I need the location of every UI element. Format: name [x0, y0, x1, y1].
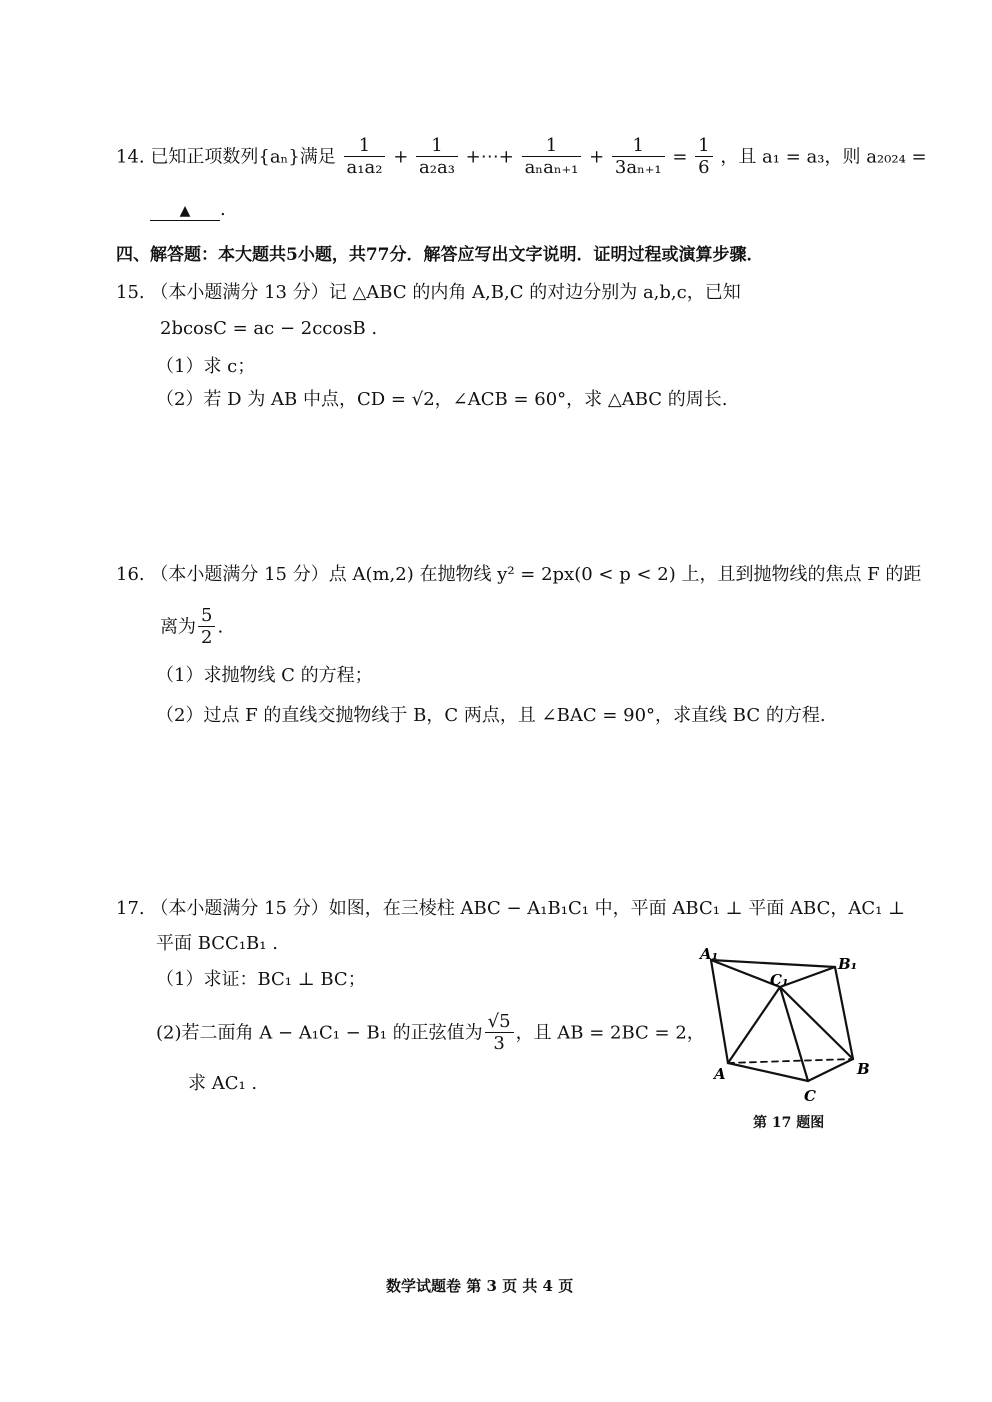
q14-period: . — [220, 199, 226, 220]
q15-part1: （1）求 c； — [156, 356, 256, 377]
page-footer: 数学试题卷 第 3 页 共 4 页 — [386, 1277, 574, 1295]
q14-term-4-den: 3aₙ₊₁ — [614, 157, 662, 178]
label-c1: C₁ — [770, 971, 789, 989]
q17-part2 — [156, 1012, 705, 1055]
q14-term-4 — [612, 136, 665, 179]
label-a1: A₁ — [700, 945, 719, 963]
q14-answer-line — [150, 198, 226, 222]
q14-term-3-num: 1 — [522, 136, 582, 157]
q16-line2-tail: . — [217, 616, 224, 638]
q16-line2-lead: 离为 — [160, 616, 196, 638]
figure-caption: 第 17 题图 — [753, 1115, 825, 1131]
q17-number: 17. — [116, 898, 145, 919]
q14-plus-1: + — [393, 146, 409, 168]
q14-rhs-den: 6 — [698, 157, 710, 178]
q17-part3: 求 AC₁ . — [188, 1073, 258, 1094]
label-a: A — [714, 1065, 726, 1083]
q14-term-4-num: 1 — [612, 136, 665, 157]
q14-tail: ，且 a₁ = a₃，则 a₂₀₂₄ = — [720, 146, 927, 168]
section4-heading: 四、解答题：本大题共5小题，共77分．解答应写出文字说明．证明过程或演算步骤． — [116, 245, 764, 265]
q14-lead: 已知正项数列{aₙ}满足 — [150, 146, 336, 168]
q16-frac-den: 2 — [201, 627, 213, 648]
q16-part1: （1）求抛物线 C 的方程； — [156, 665, 373, 686]
q14-plus-2: + — [589, 146, 605, 168]
q17-line1 — [116, 897, 905, 921]
q14-equals: = — [672, 146, 688, 168]
q14-term-1 — [344, 136, 386, 179]
edge-c-b — [808, 1059, 853, 1081]
q14-term-3-den: aₙaₙ₊₁ — [524, 157, 579, 178]
q17-frac-num: √5 — [485, 1012, 514, 1033]
q17-stem: （本小题满分 15 分）如图，在三棱柱 ABC − A₁B₁C₁ 中，平面 ABC₁ ⊥ 平面 ABC，AC₁ ⊥ — [150, 898, 906, 919]
label-c: C — [804, 1087, 816, 1105]
q15-line1 — [116, 281, 741, 305]
q16-part2: （2）过点 F 的直线交抛物线于 B，C 两点，且 ∠BAC = 90°，求直线 BC 的方程. — [156, 705, 826, 726]
q16-distance-frac — [198, 606, 215, 649]
q17-line2: 平面 BCC₁B₁ . — [156, 933, 278, 954]
edge-c1-a — [728, 987, 780, 1063]
edge-a1-a — [711, 960, 728, 1063]
q15-line2: 2bcosC = ac − 2ccosB . — [160, 318, 378, 339]
label-b: B — [857, 1060, 870, 1078]
edge-a1-b1 — [711, 960, 835, 967]
q17-frac-den: 3 — [493, 1033, 505, 1054]
q14-term-2-num: 1 — [416, 136, 458, 157]
q15-number: 15. — [116, 282, 145, 303]
q16-stem: （本小题满分 15 分）点 A(m,2) 在抛物线 y² = 2px(0 < p < 2) 上，且到抛物线的焦点 F 的距 — [150, 564, 922, 585]
q14-answer-blank: ▲ — [150, 202, 220, 221]
q15-part2: （2）若 D 为 AB 中点，CD = √2，∠ACB = 60°，求 △ABC 的周长. — [156, 389, 728, 410]
q14-term-2-den: a₂a₃ — [419, 157, 455, 178]
q14-dots: +⋯+ — [465, 146, 514, 168]
q14-rhs — [695, 136, 712, 179]
q16-number: 16. — [116, 564, 145, 585]
q15-stem: （本小题满分 13 分）记 △ABC 的内角 A,B,C 的对边分别为 a,b,c，已知 — [150, 282, 741, 303]
q17-sine-frac — [485, 1012, 514, 1055]
q17-part2-lead: (2)若二面角 A − A₁C₁ − B₁ 的正弦值为 — [156, 1022, 483, 1044]
q16-frac-num: 5 — [198, 606, 215, 627]
edge-a-b-hidden — [728, 1059, 853, 1063]
label-b1: B₁ — [838, 955, 858, 973]
q16-line1 — [116, 563, 921, 587]
q14-term-1-den: a₁a₂ — [346, 157, 383, 178]
q14-term-2 — [416, 136, 458, 179]
prism-figure — [690, 945, 890, 1115]
q14-number: 14. — [116, 146, 145, 168]
q14-term-3 — [522, 136, 582, 179]
q14-line — [116, 136, 927, 179]
q14-rhs-num: 1 — [695, 136, 712, 157]
q14-term-1-num: 1 — [344, 136, 386, 157]
q17-part2-tail: ，且 AB = 2BC = 2， — [515, 1022, 705, 1044]
q16-line2 — [160, 606, 223, 649]
q17-part1: （1）求证：BC₁ ⊥ BC； — [156, 969, 366, 990]
edge-a-c — [728, 1063, 808, 1081]
